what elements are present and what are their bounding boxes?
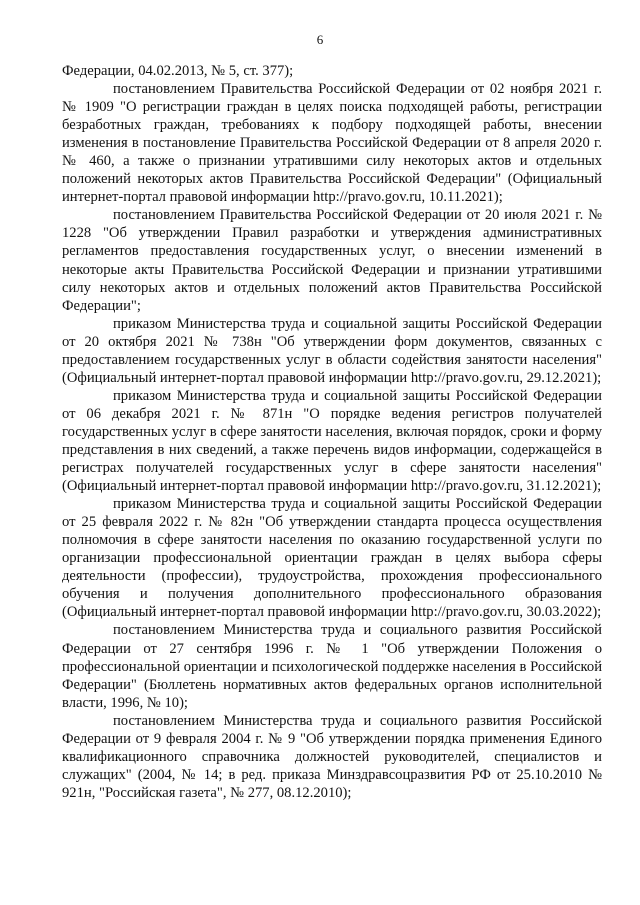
document-body (62, 62, 602, 802)
paragraph-resolution-1228: постановлением Правительства Российской Федерации от 20 июля 2021 г. № 1228 "Об утверждении Правил разработки и утверждения административных регламентов предоставления государственных услуг, о внесении изменений в некоторые акты Правительства Российской Федерации и признании утратившими силу некоторых актов и отдельных положений актов Правительства Российской Федерации"; (62, 207, 602, 314)
paragraph-resolution-1996: постановлением Министерства труда и социального развития Российской Федерации от 27 сентября 1996 г. № 1 "Об утверждении Положения о профессиональной ориентации и психологической поддержке населения в Российской Федерации" (Бюллетень нормативных актов федеральных органов исполнительной власти, 1996, № 10); (62, 622, 602, 711)
paragraph-resolution-2004: постановлением Министерства труда и социального развития Российской Федерации от 9 февраля 2004 г. № 9 "Об утверждении порядка применения Единого квалификационного справочника должностей руководителей, специалистов и служащих" (2004, № 14; в ред. приказа Минздравсоцразвития РФ от 25.10.2010 № 921н, "Российская газета", № 277, 08.12.2010); (62, 712, 602, 801)
paragraph-order-82n: приказом Министерства труда и социальной защиты Российской Федерации от 25 февраля 2022 г. № 82н "Об утверждении стандарта процесса осуществления полномочия в сфере занятости населения по оказанию государственной услуги по организации профессиональной ориентации граждан в целях выбора сферы деятельности (профессии), трудоустройства, прохождения профессионального обучения и получения дополнительного профессионального образования (Официальный интернет-портал правовой информации http://pravo.gov.ru, 30.03.2022); (62, 496, 602, 621)
paragraph-order-871n: приказом Министерства труда и социальной защиты Российской Федерации от 06 декабря 2021 г. № 871н "О порядке ведения регистров получателей государственных услуг в сфере занятости населения, включая порядок, сроки и форму представления в них сведений, а также перечень видов информации, содержащейся в регистрах получателей государственных услуг в сфере занятости населения" (Официальный интернет-портал правовой информации http://pravo.gov.ru, 31.12.2021); (62, 387, 602, 495)
paragraph-continuation: Федерации, 04.02.2013, № 5, ст. 377); (62, 63, 294, 79)
paragraph-resolution-1909: постановлением Правительства Российской Федерации от 02 ноября 2021 г. № 1909 "О регистрации граждан в целях поиска подходящей работы, регистрации безработных граждан, требованиях к подбору подходящей работы, внесении изменения в постановление Правительства Российской Федерации от 8 апреля 2020 г. № 460, а также о признании утратившими силу некоторых актов и отдельных положений некоторых актов Правительства Российской Федерации" (Официальный интернет-портал правовой информации http://pravo.gov.ru, 10.11.2021); (62, 81, 602, 206)
page-number: 6 (316, 32, 324, 47)
paragraph-order-738n: приказом Министерства труда и социальной защиты Российской Федерации от 20 октября 2021 № 738н "Об утверждении форм документов, связанных с предоставлением государственных услуг в области содействия занятости населения" (Официальный интернет-портал правовой информации http://pravo.gov.ru, 29.12.2021); (62, 315, 602, 386)
